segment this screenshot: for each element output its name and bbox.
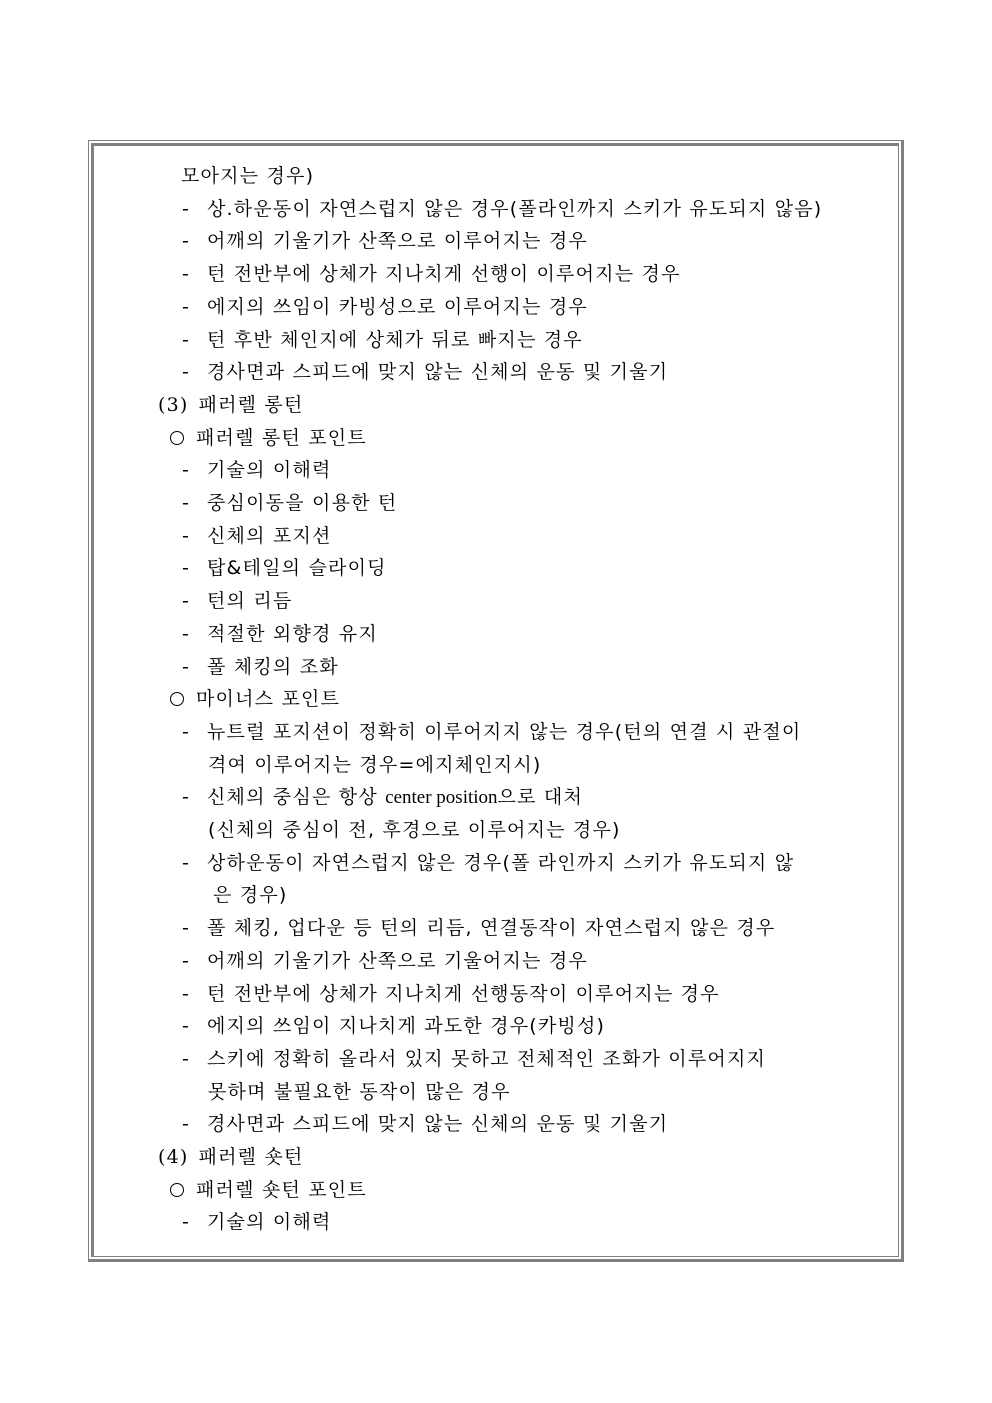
dash-bullet-icon: -: [182, 1015, 191, 1038]
list-item: [182, 1010, 605, 1042]
line-text: 모아지는 경우): [181, 165, 315, 187]
section-title: 패러렐 롱턴: [198, 393, 304, 416]
dash-bullet-icon: -: [182, 361, 191, 384]
list-item: [182, 193, 822, 225]
list-item-text: 탑&테일의 슬라이딩: [207, 557, 387, 580]
list-item-text: 어깨의 기울기가 산쪽으로 기울어지는 경우: [207, 949, 588, 972]
list-item-continuation: [208, 814, 621, 846]
list-item-text: 경사면과 스피드에 맞지 않는 신체의 운동 및 기울기: [207, 361, 669, 384]
list-item: [182, 978, 720, 1010]
list-item-text: 은 경우): [213, 884, 288, 907]
dash-bullet-icon: -: [182, 263, 191, 286]
list-item-text: 기술의 이해력: [207, 459, 332, 482]
dash-bullet-icon: -: [182, 720, 191, 743]
dash-bullet-icon: -: [182, 524, 191, 547]
list-item: [182, 225, 588, 257]
subsection-heading: [170, 1174, 367, 1206]
list-item-text: 에지의 쓰임이 카빙성으로 이루어지는 경우: [207, 295, 588, 318]
list-item: [182, 552, 387, 584]
dash-bullet-icon: -: [182, 1211, 191, 1234]
list-item-text: 스키에 정확히 올라서 있지 못하고 전체적인 조화가 이루어지지: [207, 1047, 767, 1070]
list-item-text: 턴 후반 체인지에 상체가 뒤로 빠지는 경우: [207, 328, 583, 351]
list-item-text: 경사면과 스피드에 맞지 않는 신체의 운동 및 기울기: [207, 1113, 669, 1136]
list-item-text: 기술의 이해력: [207, 1211, 332, 1234]
list-item-continuation: [208, 1076, 511, 1108]
dash-bullet-icon: -: [182, 590, 191, 613]
dash-bullet-icon: -: [182, 557, 191, 580]
list-item-text: 적절한 외향경 유지: [207, 622, 378, 645]
list-item-text: 신체의 포지션: [207, 524, 332, 547]
list-item: [182, 912, 776, 944]
list-item-text: 에지의 쓰임이 지나치게 과도한 경우(카빙성): [207, 1015, 606, 1038]
circle-bullet-icon: [170, 692, 184, 706]
dash-bullet-icon: -: [182, 328, 191, 351]
list-item-continuation: [208, 749, 542, 781]
list-item-continuation: [213, 879, 288, 911]
subsection-title: 패러렐 숏턴 포인트: [196, 1178, 367, 1201]
list-item-text: 신체의 중심은 항상: [207, 786, 386, 809]
text-line: [181, 160, 314, 192]
dash-bullet-icon: -: [182, 917, 191, 940]
list-item: [182, 356, 668, 388]
dash-bullet-icon: -: [182, 230, 191, 253]
dash-bullet-icon: -: [182, 982, 191, 1005]
section-heading: [158, 389, 304, 421]
dash-bullet-icon: -: [182, 949, 191, 972]
list-item: [182, 716, 802, 748]
list-item-text: 폴 체킹의 조화: [207, 655, 339, 678]
dash-bullet-icon: -: [182, 295, 191, 318]
list-item: [182, 258, 681, 290]
list-item: [182, 847, 794, 879]
list-item: [182, 781, 583, 813]
list-item: [182, 454, 332, 486]
subsection-heading: [170, 683, 340, 715]
list-item-latin-text: center position: [385, 787, 498, 809]
list-item-text: 폴 체킹, 업다운 등 턴의 리듬, 연결동작이 자연스럽지 않은 경우: [207, 917, 776, 940]
list-item: [182, 1043, 766, 1075]
list-item-text: 턴 전반부에 상체가 지나치게 선행이 이루어지는 경우: [207, 263, 681, 286]
list-item: [182, 1206, 332, 1238]
list-item-text: (신체의 중심이 전, 후경으로 이루어지는 경우): [208, 819, 621, 841]
dash-bullet-icon: -: [182, 851, 191, 874]
list-item: [182, 585, 292, 617]
list-item-text: 턴 전반부에 상체가 지나치게 선행동작이 이루어지는 경우: [207, 982, 720, 1005]
section-number: (4): [158, 1146, 189, 1168]
dash-bullet-icon: -: [182, 1113, 191, 1136]
list-item: [182, 291, 588, 323]
subsection-title: 패러렐 롱턴 포인트: [196, 426, 367, 449]
dash-bullet-icon: -: [182, 459, 191, 482]
list-item: [182, 324, 583, 356]
list-item: [182, 618, 378, 650]
subsection-title: 마이너스 포인트: [196, 688, 341, 711]
dash-bullet-icon: -: [182, 1047, 191, 1070]
list-item: [182, 487, 397, 519]
dash-bullet-icon: -: [182, 197, 191, 220]
list-item-text: 뉴트럴 포지션이 정확히 이루어지지 않는 경우(턴의 연결 시 관절이: [207, 720, 802, 743]
list-item-text: 상.하운동이 자연스럽지 않은 경우(폴라인까지 스키가 유도되지 않음): [207, 197, 823, 220]
list-item-text: 상하운동이 자연스럽지 않은 경우(폴 라인까지 스키가 유도되지 않: [207, 851, 795, 874]
list-item-text: 못하며 불필요한 동작이 많은 경우: [208, 1080, 511, 1103]
list-item-text: 어깨의 기울기가 산쪽으로 이루어지는 경우: [207, 230, 588, 253]
section-heading: [158, 1141, 304, 1173]
list-item: [182, 945, 588, 977]
list-item-text: 턴의 리듬: [207, 590, 293, 613]
subsection-heading: [170, 422, 367, 454]
list-item: [182, 651, 339, 683]
circle-bullet-icon: [170, 431, 184, 445]
list-item: [182, 1108, 668, 1140]
section-title: 패러렐 숏턴: [198, 1146, 304, 1168]
list-item: [182, 520, 332, 552]
list-item-text: 으로 대처: [497, 786, 584, 809]
list-item-text: 격여 이루어지는 경우=에지체인지시): [208, 753, 542, 776]
section-number: (3): [158, 393, 189, 416]
dash-bullet-icon: -: [182, 786, 191, 809]
dash-bullet-icon: -: [182, 655, 191, 678]
circle-bullet-icon: [170, 1183, 184, 1197]
dash-bullet-icon: -: [182, 492, 191, 514]
dash-bullet-icon: -: [182, 622, 191, 645]
list-item-text: 중심이동을 이용한 턴: [207, 492, 398, 514]
